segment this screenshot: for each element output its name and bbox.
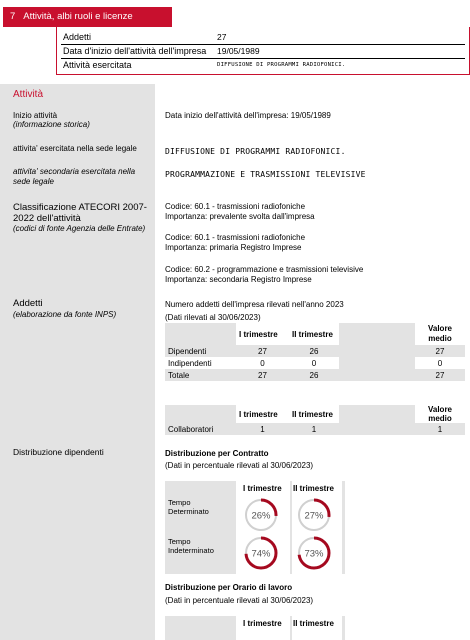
summary-box bbox=[56, 27, 470, 75]
inizio-value: Data inizio dell'attività dell'impresa: 19/05/1989 bbox=[165, 111, 331, 120]
secondaria-value: PROGRAMMAZIONE E TRASMISSIONI TELEVISIVE bbox=[165, 170, 366, 179]
col-header: II trimestre bbox=[292, 409, 333, 419]
sede-label: attivita' esercitata nella sede legale bbox=[13, 144, 137, 153]
tempo-indeterminato-label: Tempo Indeterminato bbox=[168, 537, 214, 555]
col-header: I trimestre bbox=[243, 619, 282, 628]
col-header: I trimestre bbox=[243, 484, 282, 493]
svg-text:73%: 73% bbox=[304, 548, 324, 560]
donut-ind-t1 bbox=[242, 534, 280, 572]
summary-data-label: Data d'inizio dell'attività dell'impresa bbox=[63, 46, 207, 56]
col-header: Valore medio bbox=[427, 324, 452, 343]
summary-addetti-value: 27 bbox=[217, 32, 227, 42]
table-row: Totale 27 26 27 bbox=[165, 369, 465, 381]
table-row: Collaboratori 1 1 1 bbox=[165, 423, 465, 435]
ateco-entry: Codice: 60.2 - programmazione e trasmissioni televisive Importanza: secondaria Registro Imprese bbox=[165, 265, 364, 284]
table-row: Dipendenti 27 26 27 bbox=[165, 345, 465, 357]
ateco-sublabel: (codici di fonte Agenzia delle Entrate) bbox=[13, 224, 146, 233]
secondaria-label: attivita' secondaria esercitata nella sede legale bbox=[13, 167, 136, 186]
collaboratori-table bbox=[165, 405, 465, 435]
ateco-label: Classificazione ATECORI 2007-2022 dell'attività bbox=[13, 202, 147, 224]
section-title: Attività, albi ruoli e licenze bbox=[23, 11, 133, 22]
orario-sub: (Dati in percentuale rilevati al 30/06/2023) bbox=[165, 596, 314, 605]
tempo-determinato-label: Tempo Determinato bbox=[168, 498, 209, 516]
inizio-sublabel: (informazione storica) bbox=[13, 120, 90, 129]
donut-ind-t2 bbox=[295, 534, 333, 572]
section-header bbox=[3, 7, 172, 27]
addetti-label: Addetti bbox=[13, 298, 43, 309]
summary-data-value: 19/05/1989 bbox=[217, 46, 260, 56]
summary-attivita-value: DIFFUSIONE DI PROGRAMMI RADIOFONICI. bbox=[217, 62, 346, 68]
svg-text:26%: 26% bbox=[251, 510, 271, 522]
summary-attivita bbox=[57, 58, 469, 72]
donut-det-t1 bbox=[242, 496, 280, 534]
addetti-intro: Numero addetti dell'impresa rilevati nell'anno 2023 bbox=[165, 300, 344, 309]
summary-attivita-label: Attività esercitata bbox=[63, 60, 132, 70]
col-header: II trimestre bbox=[292, 329, 333, 339]
summary-data bbox=[57, 44, 469, 58]
addetti-table bbox=[165, 323, 465, 381]
distribuzione-label: Distribuzione dipendenti bbox=[13, 447, 104, 457]
svg-text:74%: 74% bbox=[251, 548, 271, 560]
addetti-sublabel: (elaborazione da fonte INPS) bbox=[13, 310, 117, 319]
table-row: Indipendenti 0 0 0 bbox=[168, 358, 443, 368]
col-header: I trimestre bbox=[239, 329, 278, 339]
col-header: II trimestre bbox=[293, 619, 334, 628]
svg-text:27%: 27% bbox=[304, 510, 324, 522]
inizio-label: Inizio attività bbox=[13, 111, 58, 120]
col-header: II trimestre bbox=[293, 484, 334, 493]
contratto-title: Distribuzione per Contratto bbox=[165, 449, 269, 458]
col-header: I trimestre bbox=[239, 409, 278, 419]
contratto-sub: (Dati in percentuale rilevati al 30/06/2023) bbox=[165, 461, 314, 470]
summary-addetti-label: Addetti bbox=[63, 32, 92, 42]
orario-title: Distribuzione per Orario di lavoro bbox=[165, 583, 293, 592]
sede-value: DIFFUSIONE DI PROGRAMMI RADIOFONICI. bbox=[165, 147, 346, 156]
ateco-entry: Codice: 60.1 - trasmissioni radiofoniche Importanza: primaria Registro Imprese bbox=[165, 233, 306, 252]
donut-det-t2 bbox=[295, 496, 333, 534]
attivita-heading: Attività bbox=[13, 89, 44, 100]
col-header: Valore medio bbox=[427, 405, 452, 423]
section-number: 7 bbox=[10, 11, 16, 22]
ateco-entry: Codice: 60.1 - trasmissioni radiofoniche Importanza: prevalente svolta dall'impresa bbox=[165, 202, 315, 221]
summary-addetti bbox=[57, 30, 469, 44]
addetti-intro-date: (Dati rilevati al 30/06/2023) bbox=[165, 313, 261, 322]
